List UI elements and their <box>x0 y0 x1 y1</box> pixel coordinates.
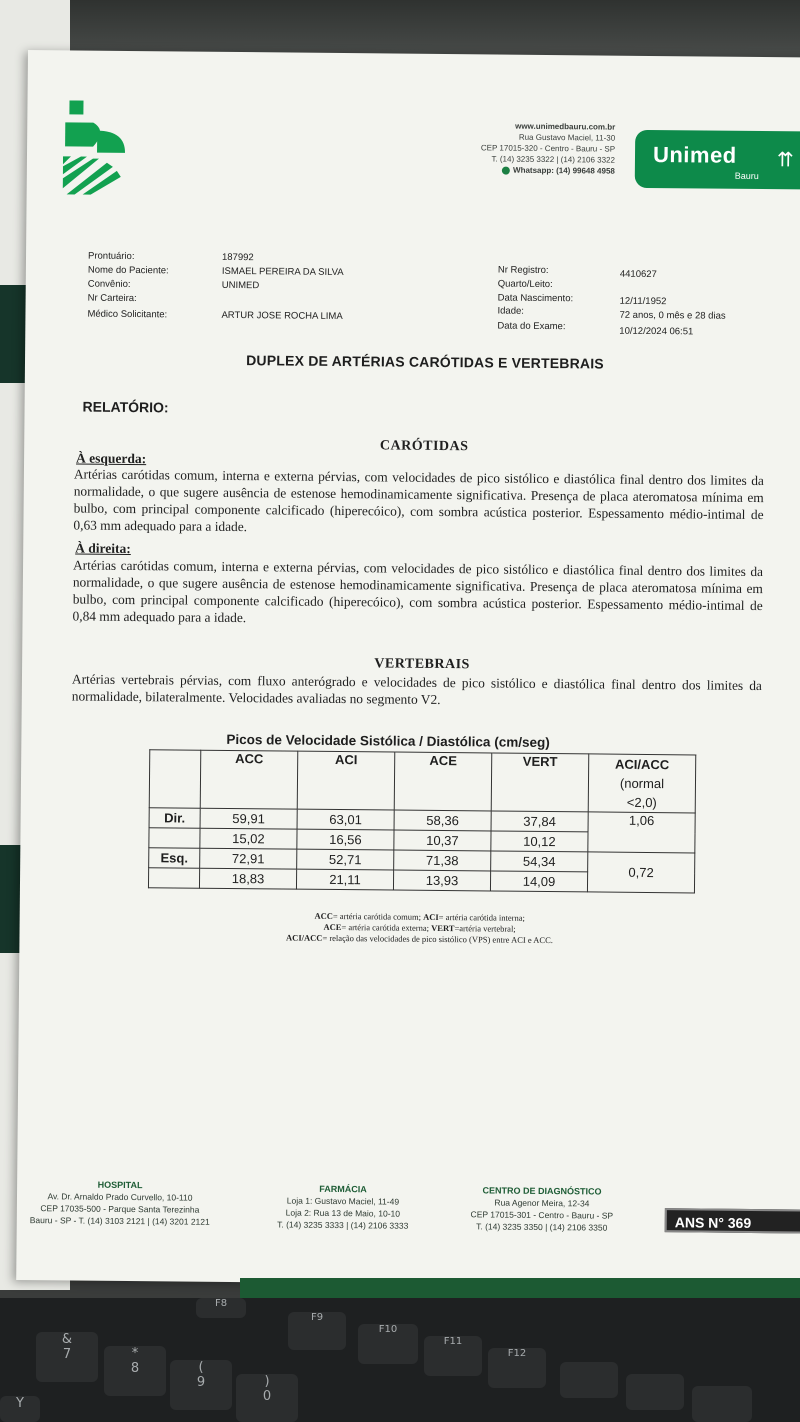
farmacia-heading: FARMÁCIA <box>319 1183 367 1195</box>
brand-city: Bauru <box>734 170 759 182</box>
report-title: DUPLEX DE ARTÉRIAS CARÓTIDAS E VERTEBRAIS <box>246 352 604 372</box>
farmacia-line-3: T. (14) 3235 3333 | (14) 2106 3333 <box>277 1219 409 1231</box>
header-aci: ACI <box>297 751 395 810</box>
value-registro: 4410627 <box>619 268 657 281</box>
note-vert-abbr: VERT <box>431 922 455 934</box>
cell-dir-ace-dia: 10,37 <box>394 830 491 851</box>
hospital-heading: HOSPITAL <box>97 1179 143 1191</box>
ans-badge: ANS N° 369 <box>665 1208 800 1233</box>
note-vert-def: =artéria vertebral; <box>454 923 516 934</box>
key-media-3 <box>692 1386 752 1422</box>
cell-dir-aci-dia: 16,56 <box>297 829 394 850</box>
esquerda-heading: À esquerda: <box>76 450 147 467</box>
keyboard-background <box>0 1298 800 1422</box>
cell-dir-vert-dia: 10,12 <box>491 831 588 852</box>
label-medico: Médico Solicitante: <box>87 308 168 321</box>
key-f11: F11 <box>424 1336 482 1376</box>
footer-hospital <box>5 1178 235 1228</box>
hospital-line-3: Bauru - SP - T. (14) 3103 2121 | (14) 3201 2121 <box>29 1215 210 1227</box>
key-0 <box>236 1374 298 1422</box>
cell-esq-acc-dia: 18,83 <box>199 868 296 889</box>
label-idade: Idade: <box>497 305 524 317</box>
cell-dir-vert-sys: 37,84 <box>491 811 588 832</box>
header-ace: ACE <box>394 752 492 811</box>
row-label-empty <box>148 868 199 888</box>
diagnostico-line-2: CEP 17015-301 - Centro - Bauru - SP <box>470 1209 614 1221</box>
header-acc: ACC <box>200 750 298 809</box>
note-aci-def: = artéria carótida interna; <box>438 911 525 923</box>
farmacia-line-1: Loja 1: Gustavo Maciel, 11-49 <box>286 1195 400 1207</box>
vertebrais-heading: VERTEBRAIS <box>374 656 470 673</box>
footer-diagnostico <box>437 1184 647 1234</box>
value-medico: ARTUR JOSE ROCHA LIMA <box>221 309 343 323</box>
value-idade: 72 anos, 0 mês e 28 dias <box>619 309 726 322</box>
whatsapp-icon <box>502 166 510 174</box>
direita-heading: À direita: <box>75 540 131 557</box>
cell-dir-aci-sys: 63,01 <box>297 809 394 830</box>
footer-farmacia <box>243 1182 443 1232</box>
cell-dir-acc-sys: 59,91 <box>200 808 297 829</box>
label-data-exame: Data do Exame: <box>497 320 566 333</box>
key-9-shift: ( <box>198 1360 204 1375</box>
key-0-main: 0 <box>262 1389 272 1404</box>
cell-esq-vert-dia: 14,09 <box>490 871 587 892</box>
cell-esq-vert-sys: 54,34 <box>491 851 588 872</box>
ratio-header-line-3: <2,0) <box>626 794 657 811</box>
velocity-table-title: Picos de Velocidade Sistólica / Diastólica (cm/seg) <box>226 731 550 751</box>
table-corner-cell <box>149 750 201 808</box>
label-convenio: Convênio: <box>87 278 131 290</box>
key-9 <box>170 1360 232 1410</box>
direita-paragraph: Artérias carótidas comum, interna e externa pérvias, com velocidades de pico sistólico e diastólica final dentro dos limites da normalidade, o que sugere ausência de estenose hemodinamicamente significativa. Presença de placa ateromatosa mínima em bulbo, com principal componente calcificado (hiperecóico), com sombra acústica posterior. Espessamento médio-intimal de 0,84 mm adequado para a idade. <box>72 557 764 626</box>
website-text: www.unimedbauru.com.br <box>515 121 616 132</box>
note-aci-abbr: ACI <box>423 911 439 922</box>
brand-arrows-icon: ⇈ <box>776 149 794 172</box>
report-page <box>16 50 800 1288</box>
note-ratio-abbr: ACI/ACC <box>286 932 323 943</box>
cell-esq-aci-dia: 21,11 <box>296 869 393 890</box>
cell-dir-acc-dia: 15,02 <box>200 828 297 849</box>
relatorio-heading: RELATÓRIO: <box>82 398 169 416</box>
cell-esq-ace-sys: 71,38 <box>394 850 491 871</box>
table-footnotes <box>19 908 800 949</box>
key-7-main: 7 <box>62 1347 72 1362</box>
cell-esq-aci-sys: 52,71 <box>297 849 394 870</box>
key-7 <box>36 1332 98 1382</box>
header-ratio <box>588 754 696 813</box>
note-acc-abbr: ACC <box>314 910 333 921</box>
key-9-main: 9 <box>196 1375 206 1390</box>
ratio-header-line-2: (normal <box>619 775 665 792</box>
farmacia-line-2: Loja 2: Rua 13 de Maio, 10-10 <box>285 1207 401 1219</box>
key-media-2 <box>626 1374 684 1410</box>
label-registro: Nr Registro: <box>497 264 549 277</box>
phones-text: T. (14) 3235 3322 | (14) 2106 3322 <box>491 154 616 165</box>
velocity-table <box>148 749 696 893</box>
diagnostico-line-3: T. (14) 3235 3350 | (14) 2106 3350 <box>476 1221 608 1233</box>
address-line-2: CEP 17015-320 - Centro - Bauru - SP <box>480 143 616 154</box>
contact-block <box>481 120 616 176</box>
note-acc-def: = artéria carótida comum; <box>332 910 424 922</box>
label-nome: Nome do Paciente: <box>87 264 169 277</box>
cell-esq-ratio: 0,72 <box>587 852 694 893</box>
label-quarto: Quarto/Leito: <box>497 278 553 291</box>
cell-dir-ace-sys: 58,36 <box>394 810 491 831</box>
hospital-line-1: Av. Dr. Arnaldo Prado Curvello, 10-110 <box>47 1191 193 1203</box>
diagnostico-line-1: Rua Agenor Meira, 12-34 <box>494 1197 590 1209</box>
key-f8: F8 <box>196 1298 246 1318</box>
label-prontuario: Prontuário: <box>87 250 135 263</box>
whatsapp-text: Whatsapp: (14) 99648 4958 <box>512 165 615 176</box>
label-nascimento: Data Nascimento: <box>497 292 574 305</box>
header-vert: VERT <box>491 753 589 812</box>
vertebrais-paragraph: Artérias vertebrais pérvias, com fluxo anterógrado e velocidades de pico sistólico e diastólica final dentro dos limites da normalidade, bilateralmente. Velocidades avaliadas no segmento V2. <box>71 671 763 707</box>
ratio-header-line-1: ACI/ACC <box>615 756 670 773</box>
cell-dir-ratio: 1,06 <box>588 812 695 853</box>
key-8 <box>104 1346 166 1396</box>
key-f9: F9 <box>288 1312 346 1350</box>
hospital-line-2: CEP 17035-500 - Parque Santa Terezinha <box>40 1203 200 1215</box>
unimed-logo-icon <box>63 100 128 201</box>
key-7-shift: & <box>61 1332 73 1347</box>
carotidas-heading: CARÓTIDAS <box>379 438 469 455</box>
value-prontuario: 187992 <box>221 251 254 264</box>
esquerda-paragraph: Artérias carótidas comum, interna e externa pérvias, com velocidades de pico sistólico e diastólica final dentro dos limites da normalidade, o que sugere ausência de estenose hemodinamicamente significativa. Presença de placa ateromatosa mínima em bulbo, com principal componente calcificado (hiperecóico), com sombra acústica posterior. Espessamento médio-intimal de 0,63 mm adequado para a idade. <box>73 466 764 535</box>
key-media-1 <box>560 1362 618 1398</box>
brand-name: Unimed <box>652 142 737 168</box>
unimed-brand-box <box>635 130 800 190</box>
key-f12: F12 <box>488 1348 546 1388</box>
key-0-shift: ) <box>264 1374 270 1389</box>
diagnostico-heading: CENTRO DE DIAGNÓSTICO <box>482 1185 602 1197</box>
key-8-main: 8 <box>130 1361 140 1376</box>
value-nascimento: 12/11/1952 <box>619 295 667 308</box>
note-ace-abbr: ACE <box>323 921 342 933</box>
row-label-esq: Esq. <box>149 848 200 868</box>
key-f10: F10 <box>358 1324 418 1364</box>
row-label-empty <box>149 828 200 848</box>
cell-esq-acc-sys: 72,91 <box>200 848 297 869</box>
value-data-exame: 10/12/2024 06:51 <box>619 325 694 338</box>
key-y: Y <box>0 1396 40 1422</box>
value-nome: ISMAEL PEREIRA DA SILVA <box>221 265 344 279</box>
row-label-dir: Dir. <box>149 808 200 828</box>
key-8-shift: * <box>131 1346 139 1361</box>
note-ace-def: = artéria carótida externa; <box>341 922 432 933</box>
note-ratio-def: = relação das velocidades de pico sistólico (VPS) entre ACI e ACC. <box>322 932 553 946</box>
folder-green-edge <box>240 1278 800 1300</box>
cell-esq-ace-dia: 13,93 <box>393 870 490 891</box>
address-line-1: Rua Gustavo Maciel, 11-30 <box>518 132 616 143</box>
value-convenio: UNIMED <box>221 279 260 292</box>
label-carteira: Nr Carteira: <box>87 292 137 305</box>
